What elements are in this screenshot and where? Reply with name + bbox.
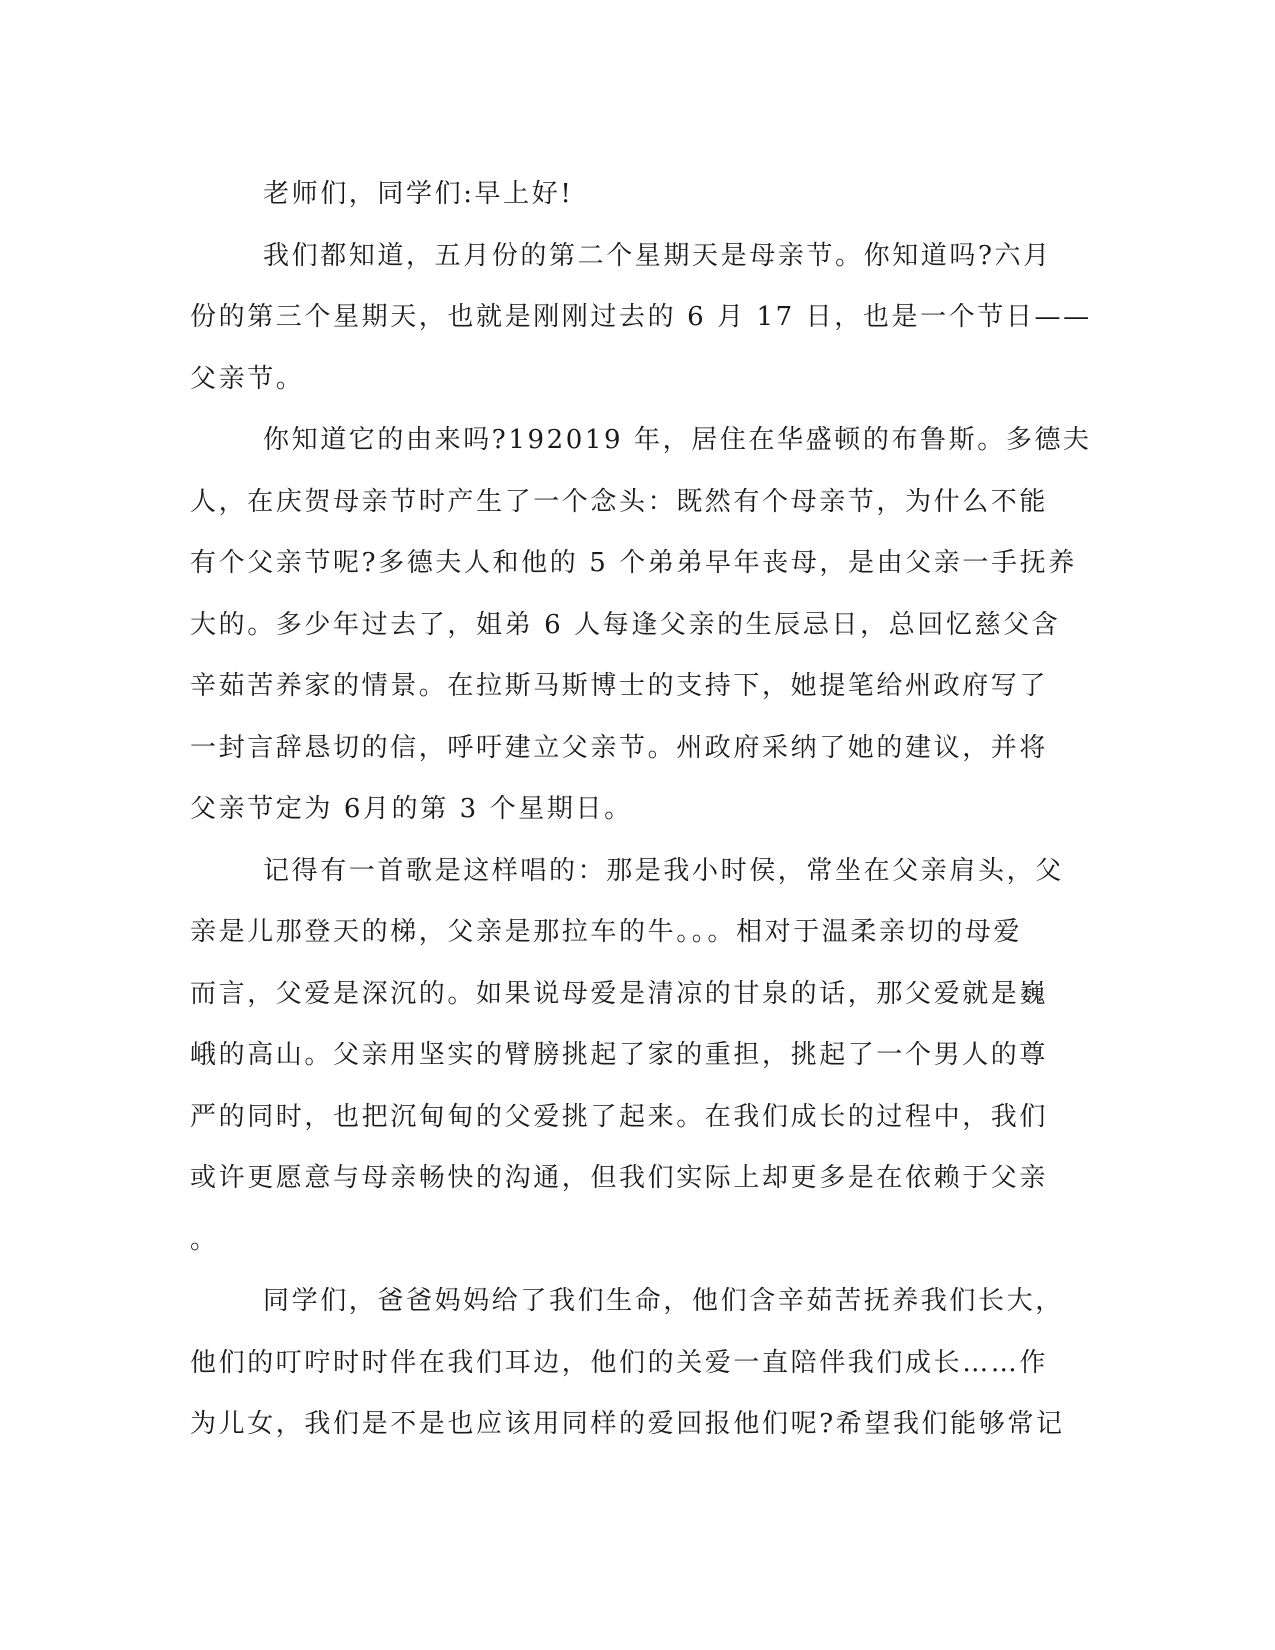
text-line: 同学们，爸爸妈妈给了我们生命，他们含辛茹苦抚养我们长大，	[263, 1286, 1064, 1316]
text-line: 你知道它的由来吗?192019 年，居住在华盛顿的布鲁斯。多德夫	[263, 425, 1092, 455]
text-line: 或许更愿意与母亲畅快的沟通，但我们实际上却更多是在依赖于父亲	[190, 1163, 1049, 1193]
text-line: 父亲节定为 6月的第 3 个星期日。	[190, 794, 633, 824]
text-line: 人，在庆贺母亲节时产生了一个念头：既然有个母亲节，为什么不能	[190, 486, 1049, 517]
text-line: 他们的叮咛时时伴在我们耳边，他们的关爱一直陪伴我们成长……作	[190, 1347, 1049, 1378]
text-line: 我们都知道，五月份的第二个星期天是母亲节。你知道吗?六月	[263, 240, 1052, 271]
text-line: 一封言辞恳切的信，呼吁建立父亲节。州政府采纳了她的建议，并将	[190, 732, 1049, 763]
text-line: 。	[190, 1224, 219, 1255]
text-line: 峨的高山。父亲用坚实的臂膀挑起了家的重担，挑起了一个男人的尊	[190, 1040, 1049, 1070]
text-line: 严的同时，也把沉甸甸的父爱挑了起来。在我们成长的过程中，我们	[190, 1101, 1049, 1132]
text-line: 大的。多少年过去了，姐弟 6 人每逢父亲的生辰忌日，总回忆慈父含	[190, 609, 1061, 640]
text-line: 亲是儿那登天的梯，父亲是那拉车的牛。。。相对于温柔亲切的母爱	[190, 917, 1023, 947]
text-line: 老师们，同学们:早上好!	[263, 179, 574, 209]
text-line: 为儿女，我们是不是也应该用同样的爱回报他们呢?希望我们能够常记	[190, 1409, 1065, 1439]
text-line: 辛茹苦养家的情景。在拉斯马斯博士的支持下，她提笔给州政府写了	[190, 671, 1049, 701]
text-line: 而言，父爱是深沉的。如果说母爱是清凉的甘泉的话，那父爱就是巍	[190, 978, 1049, 1009]
text-line: 记得有一首歌是这样唱的：那是我小时侯，常坐在父亲肩头，父	[263, 855, 1064, 886]
text-line: 父亲节。	[190, 363, 305, 394]
document-body	[190, 164, 1090, 1456]
text-line: 份的第三个星期天，也就是刚刚过去的 6 月 17 日，也是一个节日——	[190, 302, 1092, 332]
text-line: 有个父亲节呢?多德夫人和他的 5 个弟弟早年丧母，是由父亲一手抚养	[190, 548, 1077, 578]
